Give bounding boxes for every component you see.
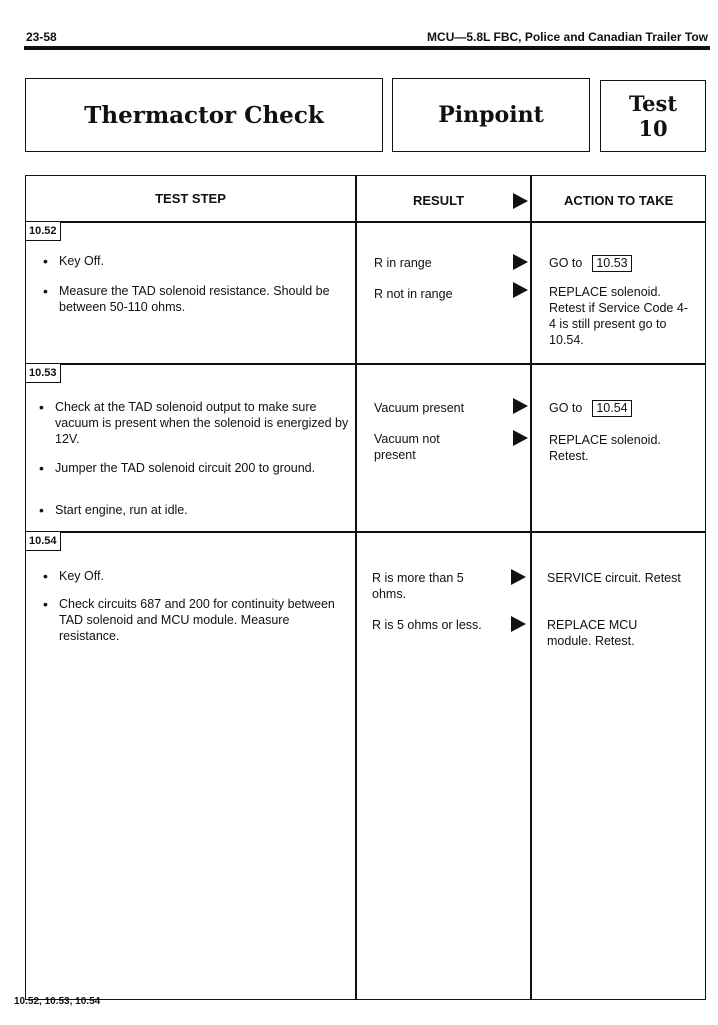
section-title: MCU—5.8L FBC, Police and Canadian Trailer Tow	[427, 30, 708, 44]
arrow-icon	[513, 398, 528, 414]
row-divider	[26, 363, 705, 365]
arrow-icon	[511, 616, 526, 632]
action-text: GO to	[549, 401, 583, 415]
result-text: Vacuum present	[374, 401, 465, 415]
test-step-bullet: • Check at the TAD solenoid output to make sure vacuum is present when the solenoid is energized by 12V.	[39, 399, 360, 447]
footer-step-list: 10.52, 10.53, 10.54	[14, 996, 101, 1007]
goto-step-link[interactable]: 10.54	[592, 400, 631, 417]
column-divider	[530, 176, 532, 999]
action-text: SERVICE circuit. Retest	[547, 571, 681, 585]
step-id: 10.52	[29, 225, 57, 237]
action-text: REPLACE solenoid. Retest if Service Code 4-4 is still present go to 10.54.	[549, 285, 688, 347]
test-label: Test	[628, 91, 678, 116]
test-step-bullet: • Key Off.	[43, 253, 359, 269]
test-step-bullet: • Measure the TAD solenoid resistance. Should be between 50-110 ohms.	[43, 283, 359, 315]
page-number: 23-58	[26, 30, 57, 44]
result-text: R in range	[374, 256, 432, 270]
arrow-icon	[513, 193, 528, 209]
step-id: 10.54	[29, 535, 57, 547]
result-text: R is more than 5 ohms.	[372, 571, 464, 601]
header-rule	[24, 46, 710, 50]
test-step-bullet: • Jumper the TAD solenoid circuit 200 to ground.	[39, 460, 345, 476]
action-text: GO to	[549, 256, 583, 270]
step-number-box	[26, 364, 61, 383]
pinpoint-table	[25, 175, 706, 1000]
action-goto	[549, 255, 699, 272]
test-step-bullet: • Key Off.	[43, 568, 359, 584]
type-title: Pinpoint	[438, 102, 544, 128]
column-header-result: RESULT	[413, 193, 465, 208]
action-goto	[549, 400, 699, 417]
row-divider	[26, 531, 705, 533]
action-text: REPLACE MCU module. Retest.	[547, 618, 638, 648]
step-number-box	[26, 222, 61, 241]
column-header-test-step: TEST STEP	[155, 191, 226, 206]
result-text: Vacuum not present	[374, 432, 440, 462]
arrow-icon	[513, 282, 528, 298]
result-text: R not in range	[374, 287, 453, 301]
arrow-icon	[513, 254, 528, 270]
test-number: 10	[638, 116, 668, 141]
procedure-title-box	[25, 78, 383, 152]
arrow-icon	[511, 569, 526, 585]
test-step-bullet: • Check circuits 687 and 200 for continuity between TAD solenoid and MCU module. Measure resistance.	[43, 596, 344, 644]
result-text: R is 5 ohms or less.	[372, 618, 482, 632]
type-title-box	[392, 78, 590, 152]
test-step-bullet: • Start engine, run at idle.	[39, 502, 345, 518]
step-id: 10.53	[29, 367, 57, 379]
action-text: REPLACE solenoid. Retest.	[549, 433, 661, 463]
step-number-box	[26, 532, 61, 551]
procedure-title: Thermactor Check	[84, 101, 324, 129]
arrow-icon	[513, 430, 528, 446]
column-header-action: ACTION TO TAKE	[564, 193, 674, 208]
goto-step-link[interactable]: 10.53	[592, 255, 631, 272]
header-divider	[26, 221, 705, 223]
test-number-box	[600, 80, 706, 152]
